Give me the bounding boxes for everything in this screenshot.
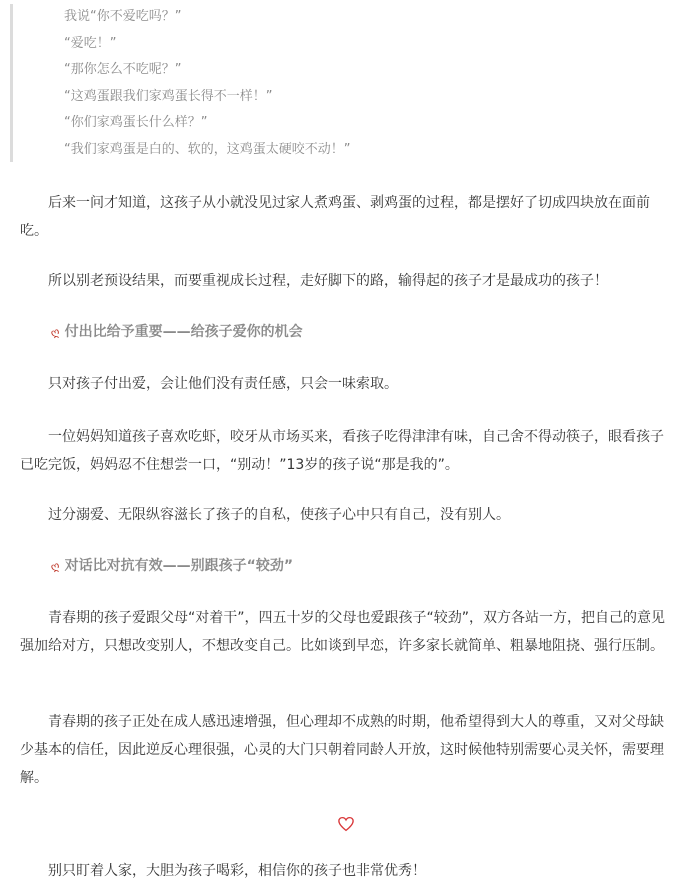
paragraph-boiled-egg: 后来一问才知道，这孩子从小就没见过家人煮鸡蛋、剥鸡蛋的过程，都是摆好了切成四块放在面前吃。 [20, 195, 650, 239]
section-heading-text: 对话比对抗有效——别跟孩子“较劲” [64, 558, 294, 574]
quote-line: “这鸡蛋跟我们家鸡蛋长得不一样！” [64, 88, 273, 104]
paragraph-adolescence-psychology: 青春期的孩子正处在成人感迅速增强，但心理却不成熟的时期，他希望得到大人的尊重，又对父母缺少基本的信任，因此逆反心理很强，心灵的大门只朝着同龄人开放，这时候他特别需要心灵关怀，需要理解。 [20, 714, 664, 786]
swirl-icon: ღ [48, 558, 62, 575]
quote-line: “那你怎么不吃呢？” [64, 62, 182, 77]
section-heading-dialogue [48, 556, 294, 577]
swirl-icon: ღ [48, 324, 62, 341]
quote-line: 我说“你不爱吃吗？” [64, 9, 182, 24]
quote-line: “我们家鸡蛋是白的、软的，这鸡蛋太硬咬不动！” [64, 141, 351, 157]
section-heading-text: 付出比给予重要——给孩子爱你的机会 [64, 324, 303, 340]
quote-line: “你们家鸡蛋长什么样？” [64, 115, 208, 130]
quote-line: “爱吃！” [64, 35, 117, 51]
blockquote [10, 4, 650, 162]
section-heading-giving [48, 322, 303, 343]
heart-icon [336, 815, 356, 835]
paragraph-responsibility: 只对孩子付出爱，会让他们没有责任感，只会一味索取。 [48, 376, 398, 392]
paragraph-process-matters: 所以别老预设结果，而要重视成长过程，走好脚下的路，输得起的孩子才是最成功的孩子！ [48, 273, 608, 289]
paragraph-cheer: 别只盯着人家，大胆为孩子喝彩，相信你的孩子也非常优秀！ [48, 863, 426, 879]
paragraph-spoiling: 过分溺爱、无限纵容滋长了孩子的自私，使孩子心中只有自己，没有别人。 [48, 507, 510, 523]
paragraph-shrimp-story: 一位妈妈知道孩子喜欢吃虾，咬牙从市场买来，看孩子吃得津津有味，自己舍不得动筷子，眼看孩子已吃完饭，妈妈忍不住想尝一口，“别动！”13岁的孩子说“那是我的”。 [20, 429, 664, 473]
paragraph-adolescence-conflict: 青春期的孩子爱跟父母“对着干”，四五十岁的父母也爱跟孩子“较劲”，双方各站一方，把自己的意见强加给对方，只想改变别人，不想改变自己。比如谈到早恋，许多家长就简单、粗暴地阻挠、强行压制。 [20, 610, 666, 654]
